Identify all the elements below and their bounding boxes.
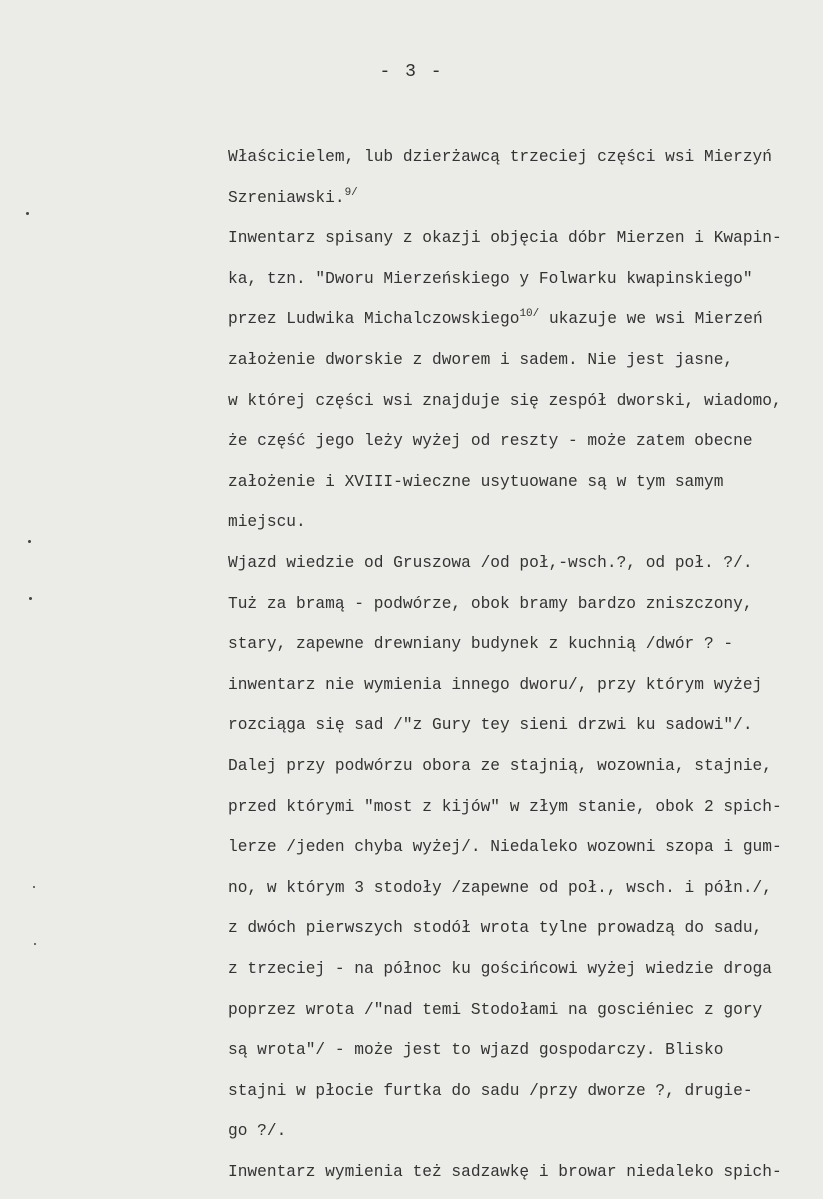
line-text: go ?/. [228,1122,287,1141]
line-text: poprzez wrota /"nad temi Stodołami na gosciéniec z gory [228,1000,763,1019]
text-line [228,1121,286,1141]
scan-speck [29,597,32,600]
text-line [228,918,762,938]
line-text: lerze /jeden chyba wyżej/. Niedaleko wozowni szopa i gum- [228,838,782,857]
line-text: inwentarz nie wymienia innego dworu/, przy którym wyżej [228,675,763,694]
line-text: że część jego leży wyżej od reszty - może zatem obecne [228,432,753,451]
line-text: z dwóch pierwszych stodół wrota tylne prowadzą do sadu, [228,919,763,938]
line-text: Inwentarz wymienia też sadzawkę i browar niedaleko spich- [228,1163,782,1181]
line-text: ka, tzn. "Dworu Mierzeńskiego y Folwarku kwapinskiego" [228,269,753,288]
line-text: Wjazd wiedzie od Gruszowa /od poł,-wsch.?, od poł. ?/. [228,554,753,572]
line-text: założenie dworskie z dworem i sadem. Nie jest jasne, [228,351,734,369]
line-text: Właścicielem, lub dzierżawcą trzeciej części wsi Mierzyń [228,148,772,166]
footnote-ref: 9/ [344,186,358,199]
text-line [228,594,753,614]
scan-speck [28,540,31,543]
text-line [228,756,772,776]
footnote-ref: 10/ [519,308,540,321]
text-line [228,269,753,289]
line-text: no, w którym 3 stodoły /zapewne od poł., wsch. i półn./, [228,878,772,897]
text-line [228,1040,723,1060]
text-line [228,228,782,248]
page-number: - 3 - [379,62,444,82]
text-line [228,1081,753,1101]
line-text: Dalej przy podwórzu obora ze stajnią, wozownia, stajnie, [228,757,772,775]
line-text: Szreniawski. [228,188,345,207]
scan-speck [34,943,36,945]
line-text: Tuż za bramą - podwórze, obok bramy bardzo zniszczony, [228,594,753,613]
line-text: są wrota"/ - może jest to wjazd gospodarczy. Blisko [228,1041,724,1060]
line-text: przed którymi "most z kijów" w złym stanie, obok 2 spich- [228,797,782,816]
text-line [228,512,306,532]
text-line [228,837,782,857]
line-text: przez Ludwika Michalczowskiego [228,310,520,329]
scan-speck [26,212,29,215]
text-line [228,350,733,370]
text-line [228,1000,762,1020]
text-line [228,797,782,817]
text-line [228,634,733,654]
line-text: stary, zapewne drewniany budynek z kuchnią /dwór ? - [228,635,734,654]
text-line [228,878,772,898]
text-line [228,431,753,451]
line-text: miejscu. [228,513,306,532]
text-line [228,675,762,695]
scan-speck [33,886,35,888]
text-line [228,309,763,329]
text-line [228,959,772,979]
text-line [228,147,772,167]
text-line [228,553,753,573]
line-text: z trzeciej - na północ ku gościńcowi wyżej wiedzie droga [228,960,772,978]
text-line [228,188,358,208]
line-text: założenie i XVIII-wieczne usytuowane są w tym samym [228,472,724,491]
text-line [228,1162,782,1182]
line-text-continued: ukazuje we wsi Mierzeń [539,310,763,329]
line-text: Inwentarz spisany z okazji objęcia dóbr Mierzen i Kwapin- [228,229,782,248]
text-line [228,472,723,492]
line-text: rozciąga się sad /"z Gury tey sieni drzwi ku sadowi"/. [228,716,753,735]
text-line [228,715,753,735]
line-text: stajni w płocie furtka do sadu /przy dworze ?, drugie- [228,1081,753,1100]
line-text: w której części wsi znajduje się zespół dworski, wiadomo, [228,391,782,410]
text-line [228,391,782,411]
